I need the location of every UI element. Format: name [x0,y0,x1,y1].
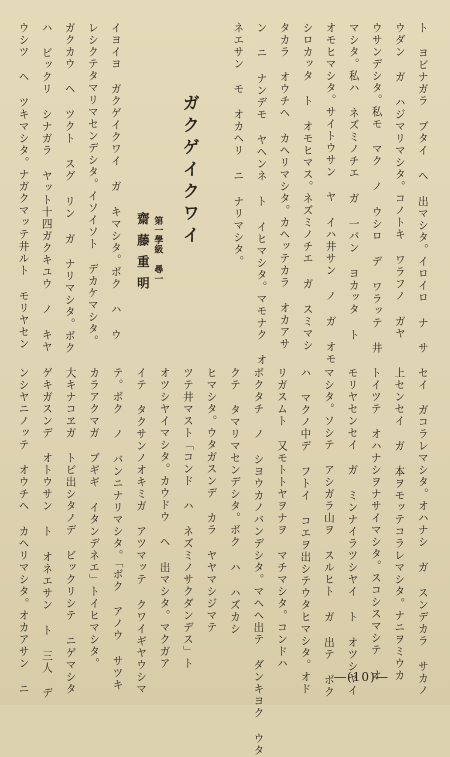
byline [133,162,164,338]
text-line: オツシヤイマシタ。カウドウ ヘ 出マシタ。マクガア [158,367,171,670]
text-line: ウシツ ヘ ツキマシタ。ナガクマッテ井ルト モリヤセン [17,22,30,351]
text-line: トイツテ オハナシヲナサイマシタ。スコシスマシテ オ [369,367,382,682]
page-number: ―(10)― [334,670,389,684]
text-line: ン ニ ナンデモ ヤヘンネ ト イヒマシタ。マモナク オ [255,22,268,367]
text-line: ボクタチ ノ シヨウカノバンデシタ。マヘヘ出テ ダンキヨク ウタ [252,367,265,757]
text-line: ガクカウ ヘ ツクト スグ リン ガ ナリマシタ。ボク [63,22,76,355]
text-line: マシタ。私ハ ネズミノチエ ガ 一バン ヨカッタ ト [347,22,360,341]
text-line: クテ タマリマセンデシタ。ボク ハ ハズカシ [228,367,241,636]
author-name: 齋藤重明 [135,212,151,298]
text-line: ハ マクノ中デ フトイ コエヲ出シテウタヒマシタ。オド [299,367,312,696]
text-line: ウダン ガ ハジマリマシタ。コノトキ ワラフノ ガヤ [393,22,406,340]
article-title: ガクゲイクワイ [178,94,199,248]
text-line: テ。ボク ノ バンニナリマシタ。「ボク アノウ サツキ [111,367,124,692]
text-line: カラアクマガ ブギギ イタンデネエ」トイヒマシタ。 [88,367,101,670]
text-line: オモヒマシタ。サイトウサン ヤ イハ井サン ノ ガ オモ [324,22,337,365]
text-line: ンシヤニノッテ オウチヘ カヘリマシタ。オカアサン ニ [17,367,30,696]
text-line: マシタ。ソシテ アシガラ山ヲ スルヒト ガ 出テ ボク [322,367,335,698]
text-line: レシクテタマリマセンデシタ。イソイソト デカケマシタ。 [86,22,99,348]
text-line: ネエサン モ オカヘリ ニ ナリマシタ。 [232,22,245,268]
text-line: タカラ オウチヘ カヘリマシタ。カヘッテカラ オカアサ [278,22,291,351]
text-line: モリヤセンセイ ガ ミンナイラツシヤイ ト オツシヤイ [346,367,359,697]
text-line: イテ タクサンノオキミガ アツマッテ クワイギヤウシマ [135,367,148,696]
text-line: 上センセイ ガ 本ヲモッテコラレマシタ。ナニヲミウカ [393,367,406,682]
text-line: ウサンデシタ。私モ マク ノ ウシロ デ ワラッテ 井 [370,22,383,355]
text-line: ト ヨビナガラ ブタイ ヘ 出マシタ。イロイロ ナ サ [416,22,429,355]
text-line: イヨイヨ ガクゲイクワイ ガ キマシタ。ボク ハ ウ [109,22,122,341]
text-line: リガスムト 又モトトヤヲナヲ マチマシタ。コンドハ [275,367,288,670]
text-line: ツテ井マスト「コンド ハ ネズミノサクダンデス」ト [181,367,194,670]
top-text-block [17,22,429,367]
text-line: 大キナコヱガ トビ出シタノデ ビックリシテ ニゲマシタ [64,367,77,696]
text-line: シロカッタ ト オモヒマス。ネズミノチエ ガ スミマシ [301,22,314,352]
text-line: ゲキガスンデ オトウサン ト オネエサン ト 三人 デ [41,367,54,700]
school-label: 第一學級 尋一 [152,216,163,284]
text-line: セイ ガコラレマシタ。オハナシ ガ スンデカラ サカノ [416,367,429,697]
text-line: ハ ビックリ シナガラ ヤット十四ガクキユウ ノ キヤ [40,22,53,353]
text-line: ヒマシタ。ウタガスンデ カラ ヤヤマシジマテ [205,367,218,634]
